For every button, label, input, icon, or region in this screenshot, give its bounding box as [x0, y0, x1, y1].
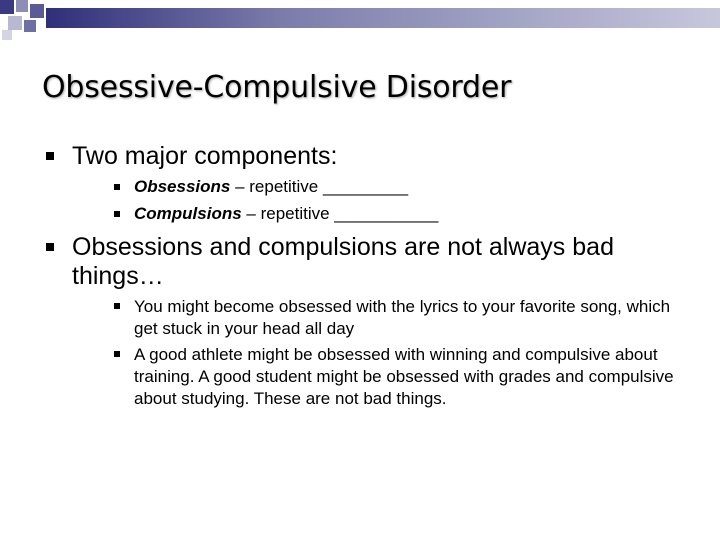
- sub-bullet-lyrics-example: You might become obsessed with the lyrics to your favorite song, which get stuck in your head all day: [134, 297, 671, 338]
- definition-blank: – repetitive _________: [230, 177, 409, 196]
- bullet-text: Two major components:: [72, 142, 338, 170]
- bullet-text-line-2: things…: [72, 262, 164, 290]
- sub-bullet-compulsions: [134, 204, 438, 224]
- bullet-text-line-1: Obsessions and compulsions are not always bad: [72, 233, 614, 261]
- sub-bullet-athlete-example: A good athlete might be obsessed with winning and compulsive about training. A good student might be obsessed with grades and compulsive about studying. These are not bad things.: [134, 345, 674, 408]
- sub-bullet-obsessions: [134, 177, 408, 197]
- bullet-square-icon: [46, 152, 54, 160]
- term-compulsions: Compulsions: [134, 204, 242, 223]
- term-obsessions: Obsessions: [134, 177, 231, 196]
- definition-blank: – repetitive ___________: [241, 204, 439, 223]
- sub-bullet-square-icon: [114, 303, 120, 309]
- sub-bullet-square-icon: [114, 184, 120, 190]
- sub-bullet-square-icon: [114, 351, 120, 357]
- sub-bullet-square-icon: [114, 211, 120, 217]
- decorative-header-bar: [0, 0, 720, 42]
- slide-title: Obsessive-Compulsive Disorder: [42, 70, 512, 105]
- bullet-square-icon: [46, 243, 54, 251]
